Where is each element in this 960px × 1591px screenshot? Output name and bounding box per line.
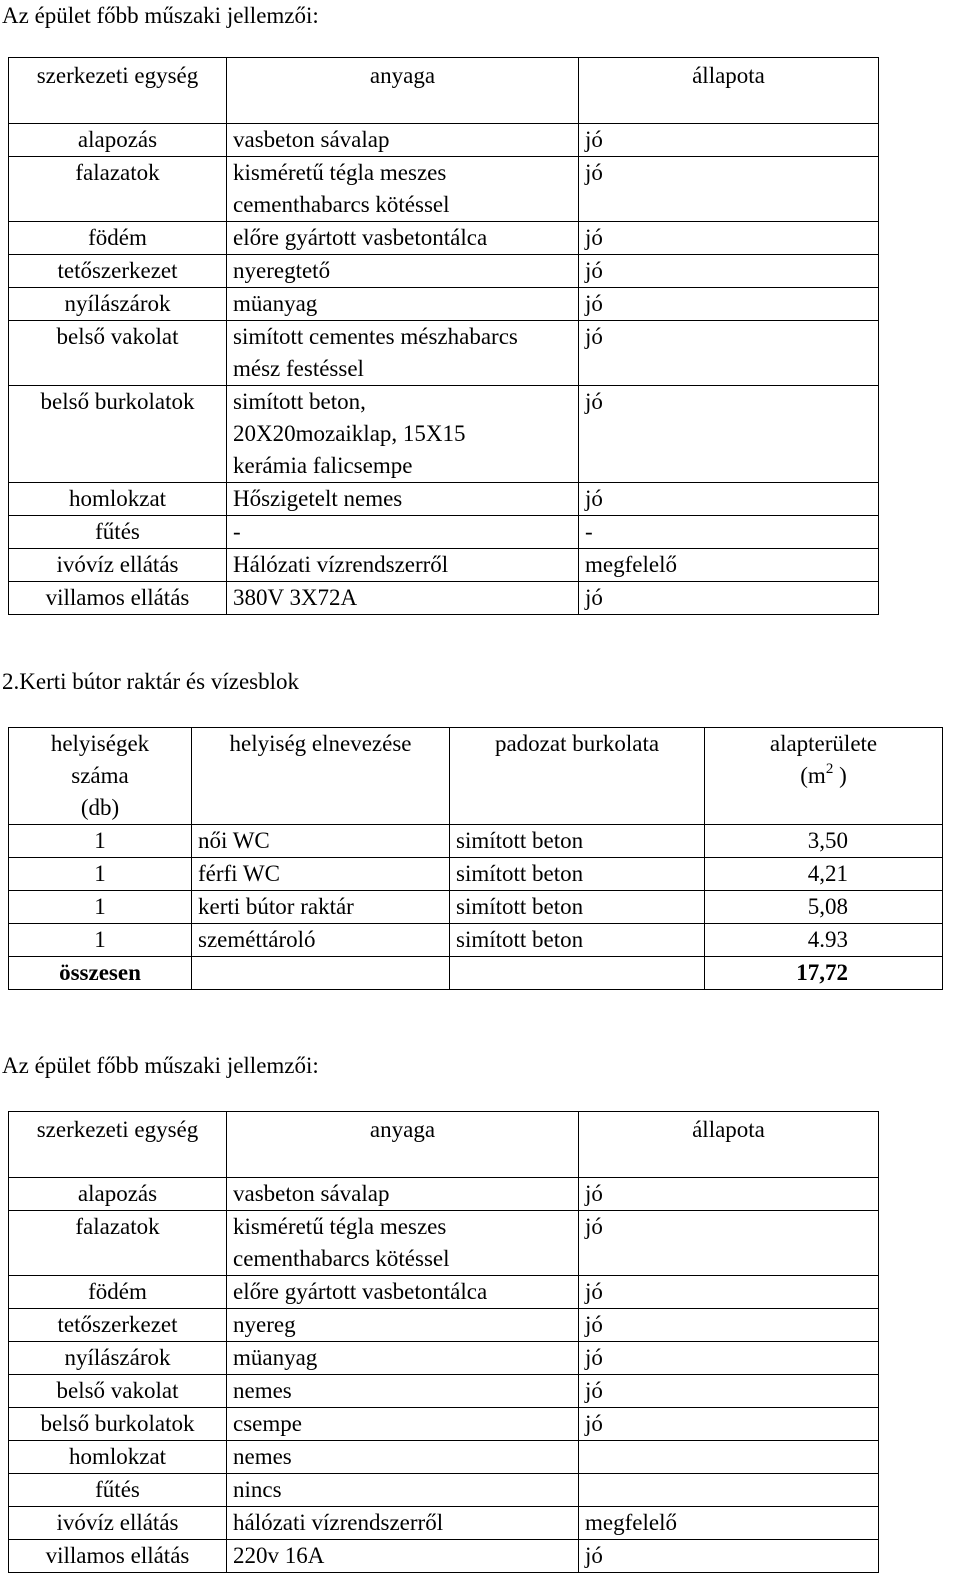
state-cell: jó <box>579 321 879 386</box>
table-header <box>9 58 879 124</box>
header-area: alapterülete ($m^2$ ) <box>705 728 943 825</box>
material-line: - <box>233 519 241 544</box>
floor-cell: simított beton <box>450 858 705 891</box>
room-name-cell: női WC <box>192 825 450 858</box>
table-row <box>9 386 879 483</box>
unit-cell: födém <box>9 222 227 255</box>
material-line: kisméretű tégla meszes <box>233 160 447 185</box>
material-line: mész festéssel <box>233 356 364 381</box>
table-row <box>9 549 879 582</box>
unit-cell: belső vakolat <box>9 321 227 386</box>
material-line: csempe <box>233 1411 302 1436</box>
material-line: nemes <box>233 1444 292 1469</box>
table-row <box>9 1178 879 1211</box>
material-cell <box>227 516 579 549</box>
state-cell: jó <box>579 1540 879 1573</box>
unit-cell: fűtés <box>9 1474 227 1507</box>
column-header: szerkezeti egység <box>9 1112 227 1178</box>
floor-cell: simított beton <box>450 924 705 957</box>
room-count-cell: 1 <box>9 858 192 891</box>
material-line: Hőszigetelt nemes <box>233 486 403 511</box>
material-cell <box>227 157 579 222</box>
table-row <box>9 1408 879 1441</box>
material-cell <box>227 222 579 255</box>
area-cell: 5,08 <box>705 891 943 924</box>
material-line: müanyag <box>233 1345 318 1370</box>
room-count-cell: 1 <box>9 891 192 924</box>
material-line: előre gyártott vasbetontálca <box>233 1279 488 1304</box>
material-line: 220v 16A <box>233 1543 325 1568</box>
material-line: Hálózati vízrendszerről <box>233 552 449 577</box>
table-row <box>9 255 879 288</box>
state-cell: jó <box>579 255 879 288</box>
section-1-title: Az épület főbb műszaki jellemzői: <box>2 3 319 28</box>
material-line: vasbeton sávalap <box>233 1181 390 1206</box>
table-row <box>9 1276 879 1309</box>
material-cell <box>227 1507 579 1540</box>
area-cell: 4.93 <box>705 924 943 957</box>
unit-cell: alapozás <box>9 1178 227 1211</box>
state-cell: jó <box>579 124 879 157</box>
material-cell <box>227 1211 579 1276</box>
state-cell <box>579 1474 879 1507</box>
state-cell: jó <box>579 1408 879 1441</box>
material-cell <box>227 1178 579 1211</box>
table-row <box>9 124 879 157</box>
room-name-cell: kerti bútor raktár <box>192 891 450 924</box>
unit-cell: belső vakolat <box>9 1375 227 1408</box>
state-cell: jó <box>579 386 879 483</box>
material-cell <box>227 321 579 386</box>
unit-cell: belső burkolatok <box>9 386 227 483</box>
material-line: vasbeton sávalap <box>233 127 390 152</box>
material-line: 20X20mozaiklap, 15X15 <box>233 421 466 446</box>
header-room-name: helyiség elnevezése <box>192 728 450 825</box>
room-count-cell: 1 <box>9 825 192 858</box>
state-cell: megfelelő <box>579 1507 879 1540</box>
room-row <box>9 825 943 858</box>
unit-cell: fűtés <box>9 516 227 549</box>
table-row <box>9 1211 879 1276</box>
column-header: anyaga <box>227 1112 579 1178</box>
material-line: nemes <box>233 1378 292 1403</box>
area-cell: 3,50 <box>705 825 943 858</box>
state-cell <box>579 1441 879 1474</box>
total-value: 17,72 <box>705 957 943 990</box>
table-row <box>9 516 879 549</box>
column-header: állapota <box>579 1112 879 1178</box>
material-cell <box>227 549 579 582</box>
column-header: szerkezeti egység <box>9 58 227 124</box>
rooms-total-row <box>9 957 943 990</box>
header-floor: padozat burkolata <box>450 728 705 825</box>
state-cell: jó <box>579 157 879 222</box>
material-cell <box>227 1342 579 1375</box>
material-line: kerámia falicsempe <box>233 453 413 478</box>
unit-cell: villamos ellátás <box>9 1540 227 1573</box>
material-line: cementhabarcs kötéssel <box>233 1246 450 1271</box>
unit-cell: belső burkolatok <box>9 1408 227 1441</box>
table-row <box>9 288 879 321</box>
section-2-title: 2.Kerti bútor raktár és vízesblok <box>2 669 299 694</box>
material-cell <box>227 386 579 483</box>
room-count-cell: 1 <box>9 924 192 957</box>
unit-cell: nyílászárok <box>9 1342 227 1375</box>
material-cell <box>227 124 579 157</box>
table-row <box>9 1375 879 1408</box>
unit-cell: alapozás <box>9 124 227 157</box>
rooms-table-header <box>9 728 943 825</box>
building-specs-table-2 <box>8 1111 879 1573</box>
material-line: simított cementes mészhabarcs <box>233 324 518 349</box>
table-row <box>9 1540 879 1573</box>
table-header <box>9 1112 879 1178</box>
total-label: összesen <box>9 957 192 990</box>
area-unit: ($m^2$ ) <box>800 761 847 788</box>
unit-cell: tetőszerkezet <box>9 255 227 288</box>
table-row <box>9 1507 879 1540</box>
table-row <box>9 1441 879 1474</box>
material-cell <box>227 1375 579 1408</box>
material-cell <box>227 1540 579 1573</box>
room-name-cell: szeméttároló <box>192 924 450 957</box>
state-cell: - <box>579 516 879 549</box>
material-cell <box>227 1408 579 1441</box>
material-line: müanyag <box>233 291 318 316</box>
state-cell: megfelelő <box>579 549 879 582</box>
room-row <box>9 891 943 924</box>
state-cell: jó <box>579 1375 879 1408</box>
building-specs-table-1 <box>8 57 879 615</box>
floor-cell: simított beton <box>450 825 705 858</box>
material-cell <box>227 1276 579 1309</box>
unit-cell: nyílászárok <box>9 288 227 321</box>
state-cell: jó <box>579 483 879 516</box>
column-header: állapota <box>579 58 879 124</box>
material-line: hálózati vízrendszerről <box>233 1510 444 1535</box>
material-line: 380V 3X72A <box>233 585 358 610</box>
unit-cell: homlokzat <box>9 483 227 516</box>
state-cell: jó <box>579 1342 879 1375</box>
material-line: simított beton, <box>233 389 366 414</box>
unit-cell: ivóvíz ellátás <box>9 1507 227 1540</box>
material-cell <box>227 1309 579 1342</box>
section-3-title: Az épület főbb műszaki jellemzői: <box>2 1053 319 1078</box>
table-row <box>9 1474 879 1507</box>
material-cell <box>227 288 579 321</box>
unit-cell: homlokzat <box>9 1441 227 1474</box>
material-cell <box>227 1474 579 1507</box>
header-room-count: helyiségek száma (db) <box>9 728 192 825</box>
table-row <box>9 222 879 255</box>
material-line: kisméretű tégla meszes <box>233 1214 447 1239</box>
material-line: nyeregtető <box>233 258 331 283</box>
unit-cell: falazatok <box>9 157 227 222</box>
column-header: anyaga <box>227 58 579 124</box>
material-cell <box>227 1441 579 1474</box>
state-cell: jó <box>579 1178 879 1211</box>
area-cell: 4,21 <box>705 858 943 891</box>
room-name-cell: férfi WC <box>192 858 450 891</box>
material-cell <box>227 582 579 615</box>
room-row <box>9 858 943 891</box>
room-row <box>9 924 943 957</box>
unit-cell: ivóvíz ellátás <box>9 549 227 582</box>
material-cell <box>227 255 579 288</box>
table-row <box>9 582 879 615</box>
table-row <box>9 321 879 386</box>
table-row <box>9 483 879 516</box>
table-row <box>9 157 879 222</box>
material-line: cementhabarcs kötéssel <box>233 192 450 217</box>
state-cell: jó <box>579 1309 879 1342</box>
state-cell: jó <box>579 582 879 615</box>
material-line: előre gyártott vasbetontálca <box>233 225 488 250</box>
material-cell <box>227 483 579 516</box>
state-cell: jó <box>579 1211 879 1276</box>
unit-cell: villamos ellátás <box>9 582 227 615</box>
rooms-table <box>8 727 943 990</box>
state-cell: jó <box>579 1276 879 1309</box>
state-cell: jó <box>579 288 879 321</box>
table-row <box>9 1309 879 1342</box>
unit-cell: tetőszerkezet <box>9 1309 227 1342</box>
unit-cell: falazatok <box>9 1211 227 1276</box>
material-line: nyereg <box>233 1312 296 1337</box>
floor-cell: simított beton <box>450 891 705 924</box>
unit-cell: födém <box>9 1276 227 1309</box>
table-row <box>9 1342 879 1375</box>
material-line: nincs <box>233 1477 282 1502</box>
state-cell: jó <box>579 222 879 255</box>
